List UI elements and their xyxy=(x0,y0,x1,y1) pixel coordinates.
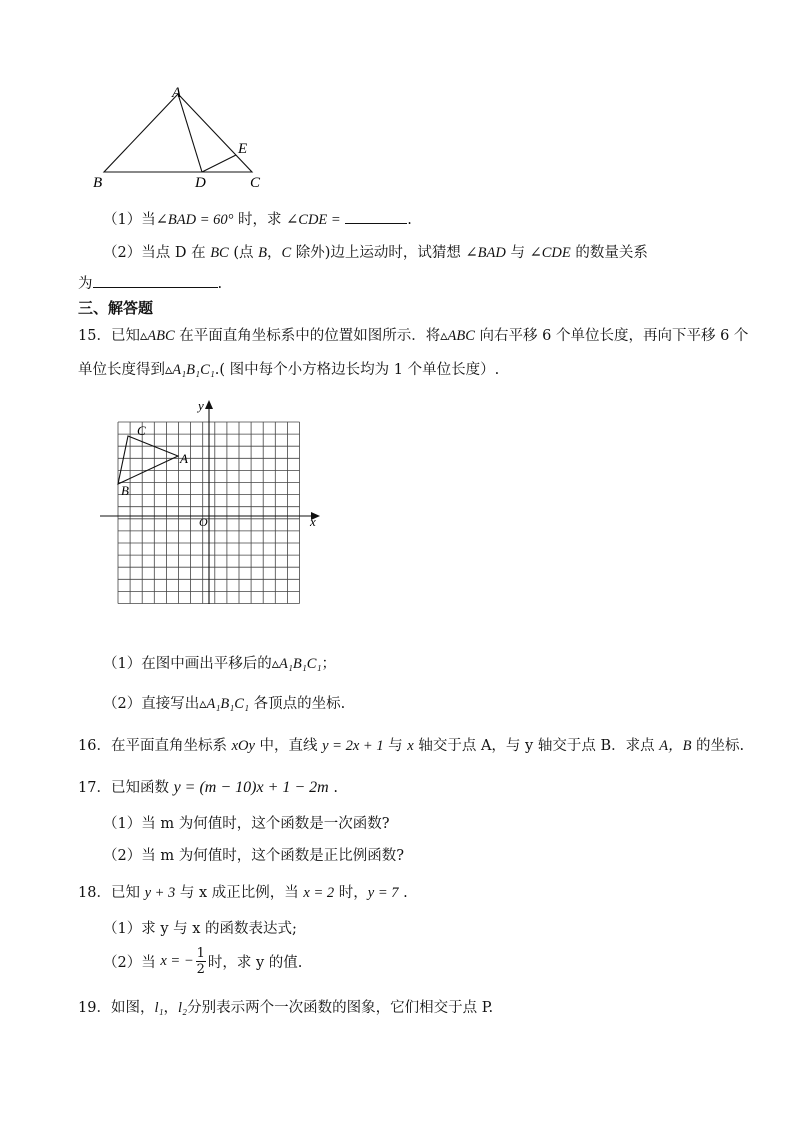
coordinate-grid xyxy=(96,396,328,612)
y-axis-arrow xyxy=(205,400,213,409)
q14-part2: （2）当点 D 在 BC (点 B，C 除外)边上运动时，试猜想 ∠BAD 与 ∠CDE 的数量关系 xyxy=(103,245,648,261)
q16: 16．在平面直角坐标系 xOy 中，直线 y = 2x + 1 与 x 轴交于点 A，与 y 轴交于点 B．求点 A，B 的坐标. xyxy=(78,738,745,754)
label-E: E xyxy=(238,141,248,157)
section-title: 三、解答题 xyxy=(78,299,154,317)
fraction-denominator: 2 xyxy=(196,962,205,977)
q15-part2: （2）直接写出▵A₁B₁C₁ 各顶点的坐标. xyxy=(103,696,346,712)
answer-blank[interactable] xyxy=(93,273,218,288)
q17-part1: （1）当 m 为何值时，这个函数是一次函数? xyxy=(103,816,390,832)
origin-label: O xyxy=(199,515,208,529)
triangle-figure xyxy=(88,80,278,195)
grid-label-A: A xyxy=(180,451,188,466)
q17: 17．已知函数 y = (m − 10)x + 1 − 2m . xyxy=(78,779,338,796)
q15-line1: 15．已知▵ABC 在平面直角坐标系中的位置如图所示．将▵ABC 向右平移 6 个单位长度，再向下平移 6 个 xyxy=(78,328,749,344)
label-A: A xyxy=(172,85,182,101)
grid-label-B: B xyxy=(121,483,129,498)
q18-part1: （1）求 y 与 x 的函数表达式; xyxy=(103,921,297,937)
answer-blank[interactable] xyxy=(345,209,407,224)
q18-part2: （2）当 x = − $\frac{1}{2}$ 时，求 y 的值. xyxy=(103,946,303,977)
label-B: B xyxy=(93,175,103,191)
q18: 18．已知 y + 3 与 x 成正比例，当 x = 2 时，y = 7 . xyxy=(78,885,408,901)
axis-y-label: y xyxy=(198,398,204,413)
label-D: D xyxy=(195,175,206,191)
q15-part1: （1）在图中画出平移后的▵A₁B₁C₁； xyxy=(103,656,337,672)
q14-part2-line2: 为 . xyxy=(78,272,222,293)
q19: 19．如图，l₁，l₂分别表示两个一次函数的图象，它们相交于点 P. xyxy=(78,1000,494,1016)
fraction-numerator: 1 xyxy=(196,946,205,961)
q15-line2: 单位长度得到▵A₁B₁C₁.( 图中每个小方格边长均为 1 个单位长度）. xyxy=(78,362,500,378)
label-C: C xyxy=(250,175,261,191)
grid-label-C: C xyxy=(137,423,146,438)
axis-x-label: x xyxy=(310,514,316,529)
q14-part1: （1）当∠BAD = 60° 时，求 ∠CDE = . xyxy=(103,208,412,229)
q17-part2: （2）当 m 为何值时，这个函数是正比例函数? xyxy=(103,848,404,864)
fraction-one-half xyxy=(196,946,206,977)
triangle-abc xyxy=(118,436,178,484)
